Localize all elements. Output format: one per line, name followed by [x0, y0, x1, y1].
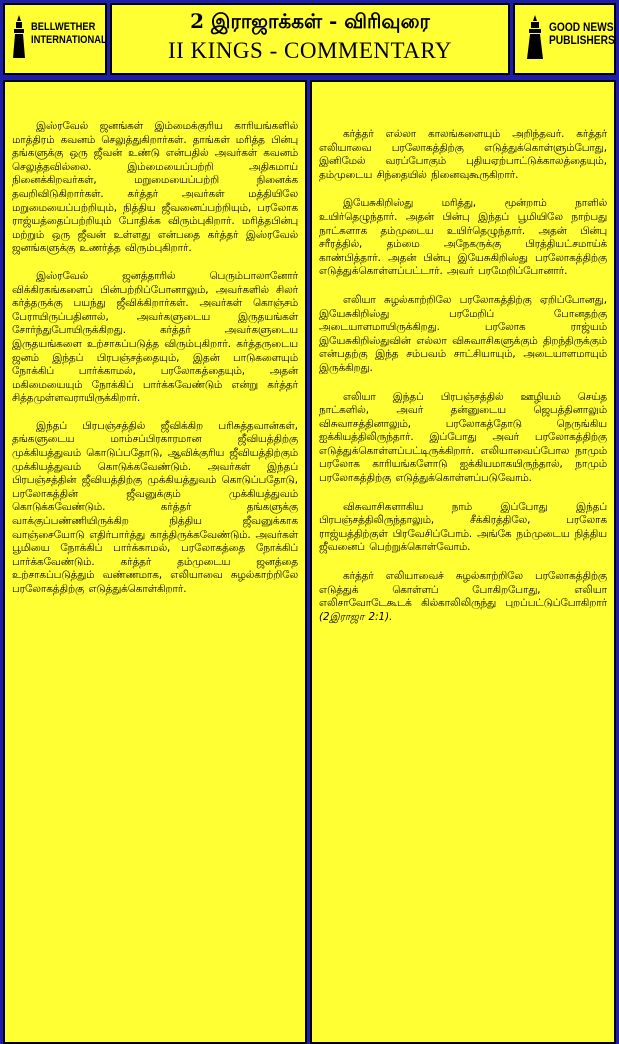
page-header [0, 0, 619, 80]
paragraph: கர்த்தர் எல்லா காலங்களையும் அறிந்தவர். கர்த்தர் எலியாவை பரலோகத்திற்கு எடுத்துக்கொள்ளும்போது, இனிமேல் வரப்போகும் புதியஏற்பாட்டுக்காலத்தையும், தம்முடைய சிந்தையில் நினைவுகூருகிறார். [319, 128, 607, 181]
paragraph: எலியா இந்தப் பிரபஞ்சத்தில் ஊழியம் செய்த நாட்களில், அவர் தன்னுடைய ஜெபத்தினாலும் விசுவாசத்தினாலும், பரலோகத்தோடு நெருங்கிய ஐக்கியத்திலிருந்தார். இப்போது அவர் பரலோகத்திற்கு எடுத்துக்கொள்ளப்பட்டிருக்கிறார். எலியாவைப்போல நாமும் பரலோக காரியங்களோடு ஐக்கியமாகயிருந்தால், நாமும் பரலோகத்திற்கு எடுத்துக்கொள்ளப்படுவோம். [319, 390, 607, 485]
paragraph-with-reference [319, 570, 607, 624]
page-title-tamil: 2 இராஜாக்கள் - விரிவுரை [190, 9, 430, 33]
page-title-english: II KINGS - COMMENTARY [167, 38, 453, 63]
scripture-reference: (2இராஜா 2:1). [319, 610, 393, 623]
paragraph: விசுவாசிகளாகிய நாம் இப்போது இந்தப் பிரபஞ்சத்திலிருந்தாலும், சீக்கிரத்திலே, பரலோக ராஜ்யத்திற்குள் பிரவேசிப்போம். அங்கே நம்முடைய நித்திய ஜீவனைப் பெற்றுக்கொள்வோம். [319, 500, 607, 554]
paragraph-text: கர்த்தர் எலியாவைச் சுழல்காற்றிலே பரலோகத்திற்கு எடுத்துக் கொள்ளப் போகிறபோது, எலியா எலிசாவோடேகூடக் கில்காலிலிருந்து புறப்பட்டுப்போகிறார் [319, 570, 607, 610]
good-news-logo [513, 3, 616, 75]
bell-tower-icon [523, 13, 547, 61]
bellwether-logo [3, 3, 107, 75]
paragraph: இந்தப் பிரபஞ்சத்தில் ஜீவிக்கிற பரிசுத்தவான்கள், தங்களுடைய மாம்சப்பிரகாரமான ஜீவியத்திற்கு முக்கியத்துவம் கொடுப்பதோடு, ஆவிக்குரிய ஜீவியத்திற்கும் முக்கியத்துவம் கொடுக்கவேண்டும். அவர்கள் இந்தப் பிரபஞ்சத்தின் ஜீவியத்திற்கு முக்கியத்துவம் கொடுப்பதோடு, பரலோகத்தின் ஜீவனுக்கும் முக்கியத்துவம் கொடுக்கவேண்டும். கர்த்தர் தங்களுக்கு வாக்குப்பண்ணியிருக்கிற நித்திய ஜீவனுக்காக வாஞ்சையோடு எதிர்பார்த்து காத்திருக்கவேண்டும். அவர்கள் பூமியை நோக்கிப் பார்க்காமல், பரலோகத்தை நோக்கிப் பார்க்கவேண்டும். கர்த்தர் தம்முடைய ஜனத்தை உற்சாகப்படுத்தும் வண்ணமாக, எலியாவை சுழல்காற்றிலே பரலோகத்திற்கு எடுத்துக்கொள்கிறார். [12, 419, 298, 595]
paragraph: எலியா சுழல்காற்றிலே பரலோகத்திற்கு ஏறிப்போனது, இயேசுகிறிஸ்து பரமேறிப் போனதற்கு அடையாளமாயிருக்கிறது. பரலோக ராஜ்யம் இயேசுகிறிஸ்துவின் எல்லா விசுவாசிகளுக்கும் திறந்திருக்கும் என்பதற்கு இந்த சம்பவம் சாட்சியாயும், அடையாளமாயும் இருக்கிறது. [319, 293, 607, 374]
paragraph: இஸ்ரவேல் ஜனத்தாரில் பெரும்பாலானோர் விக்கிரகங்களைப் பின்பற்றிப்போனாலும், அவர்களில் சிலர் கர்த்தருக்கு பயந்து ஜீவிக்கிறார்கள். அவர்கள் கொஞ்சம் பேராயிருப்பதினால், அவர்களுடைய இருதயங்கள் சோர்ந்துபோயிருக்கிறது. கர்த்தர் அவர்களுடைய இருதயங்களை உற்சாகப்படுத்த விரும்புகிறார். கர்த்தருடைய ஜனம் இந்தப் பிரபஞ்சத்தையும், இதன் பாடுகளையும் நோக்கிப் பார்க்காமல், பரலோகத்தையும், அதன் மகிமையையும் நோக்கிப் பார்க்கவேண்டும் என்று கர்த்தர் சித்தமுள்ளவராயிருக்கிறார். [12, 269, 298, 405]
good-news-logo-text: GOOD NEWS PUBLISHERS [549, 20, 615, 47]
right-column [310, 80, 616, 1044]
bellwether-logo-text: BELLWETHER INTERNATIONAL [31, 21, 107, 46]
bell-tower-icon [9, 13, 29, 59]
left-column [3, 80, 307, 1044]
paragraph: இஸ்ரவேல் ஜனங்கள் இம்மைக்குரிய காரியங்களில் மாத்திரம் கவனம் செலுத்துகிறார்கள். தாங்கள் மரித்த பின்பு தங்களுக்கு ஒரு ஜீவன் உண்டு என்பதில் அவர்கள் கவனம் செலுத்தவில்லை. இம்மையைப்பற்றி அதிகமாய் நினைக்கிறவர்கள், மறுமையைப்பற்றி நினைக்க தவறிவிடுகிறார்கள். கர்த்தர் அவர்கள் மத்தியிலே மறுமையைப்பற்றியும், நித்திய ஜீவனைப்பற்றியும், பரலோக ராஜ்யத்தைப்பற்றியும் போதிக்க விரும்புகிறார். மரித்தபின்பு மற்றும் ஒரு ஜீவன் உள்ளது என்பதை கர்த்தர் இஸ்ரவேல் ஜனங்களுக்கு உணர்த்த விரும்புகிறார். [12, 120, 298, 255]
paragraph: இயேசுகிறிஸ்து மரித்து, மூன்றாம் நாளில் உயிர்தெழுந்தார். அதன் பின்பு இந்தப் பூமியிலே நாற்பது நாட்களாக தம்முடைய உயிர்தெழுந்தார். அதன் பின்பு சரீரத்தில், தம்மை அநேகருக்கு பிரத்தியட்சமாய்க் காண்பித்தார். அதன் பின்பு இயேசுகிறிஸ்து பரலோகத்திற்கு எடுத்துக்கொள்ளப்பட்டார். அவர் பரமேறிப்போனார். [319, 197, 607, 278]
title-box [110, 3, 510, 75]
